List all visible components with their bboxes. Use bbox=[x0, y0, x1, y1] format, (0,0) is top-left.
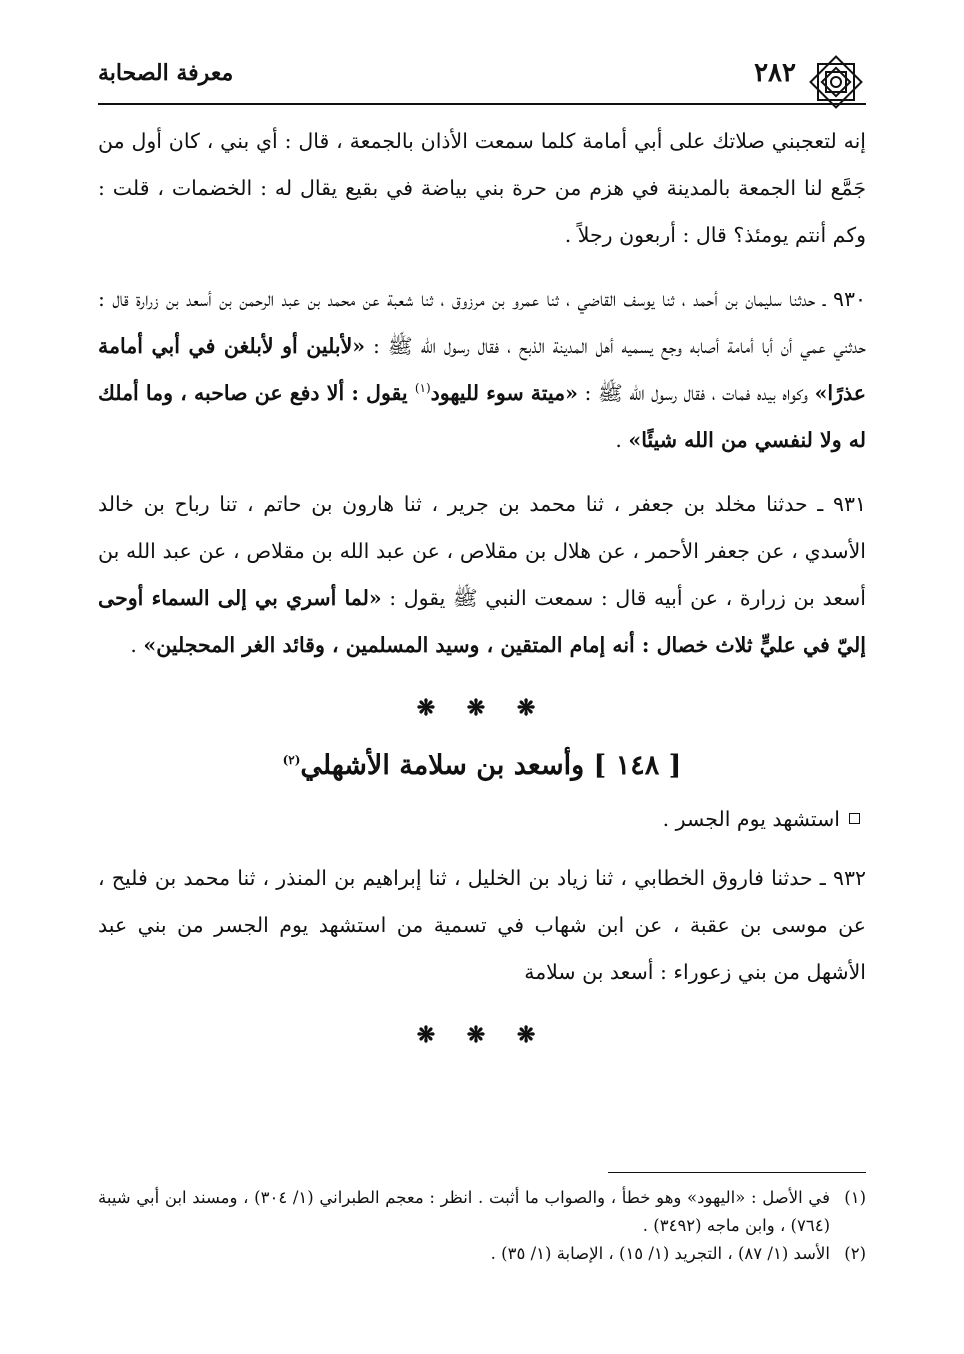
footnote-2 bbox=[98, 1240, 866, 1268]
text-930-c: وكواه بيده فمات ، فقال رسول الله ﷺ : bbox=[577, 381, 815, 405]
isnad-931: ٩٣١ ـ حدثنا مخلد بن جعفر ، ثنا محمد بن جرير ، ثنا هارون بن حاتم ، تنا رباح بن خالد الأسدي ، عن جعفر الأحمر ، عن هلال بن مقلاص ، عن عبد الله بن مقلاص ، عن عبد الله بن أسعد بن زرارة ، عن أبيه قال : سمعت النبي ﷺ يقول : bbox=[98, 492, 866, 610]
footnote-1 bbox=[98, 1184, 866, 1240]
footnotes bbox=[98, 1184, 866, 1268]
page-number: ٢٨٢ bbox=[754, 58, 796, 88]
heading-text: [ ١٤٨ ] وأسعد بن سلامة الأشهلي bbox=[300, 750, 682, 781]
bullet-note bbox=[98, 796, 866, 843]
header-rule bbox=[98, 103, 866, 105]
section-divider: ❋ ❋ ❋ bbox=[416, 695, 548, 721]
bullet-text: استشهد يوم الجسر . bbox=[662, 807, 840, 831]
footnote-rule bbox=[608, 1172, 866, 1173]
footnote-number: (٢) bbox=[844, 1244, 866, 1263]
text-931-end: . bbox=[130, 633, 144, 657]
page-header bbox=[98, 56, 866, 104]
section-divider-end: ❋ ❋ ❋ bbox=[416, 1022, 548, 1048]
footnote-number: (١) bbox=[844, 1188, 866, 1207]
quote-930-a: «لأبلين أو لأبلغن في أبي أمامة عذرًا» bbox=[98, 334, 866, 405]
footnote-ref-1: (١) bbox=[414, 381, 431, 396]
footnote-text: الأسد (١/ ٨٧) ، التجريد (١/ ١٥) ، الإصابة (١/ ٣٥) . bbox=[490, 1244, 830, 1263]
square-bullet-icon bbox=[849, 813, 860, 824]
hadith-931 bbox=[98, 481, 866, 669]
text-930-end: . bbox=[615, 428, 629, 452]
section-heading bbox=[98, 740, 866, 792]
footnote-text: في الأصل : «اليهود» وهو خطأ ، والصواب ما أثبت . انظر : معجم الطبراني (١/ ٣٠٤) ، ومسند ابن أبي شيبة (٧٦٤) ، وابن ماجه (٣٤٩٢) . bbox=[98, 1188, 831, 1235]
quote-930-b: «ميتة سوء لليهود bbox=[430, 381, 578, 405]
running-title: معرفة الصحابة bbox=[98, 60, 234, 86]
quote-931: «لما أسري بي إلى السماء أوحى إليّ في عليٍّ ثلاث خصال : أنه إمام المتقين ، وسيد المسلمين ، وقائد الغر المحجلين» bbox=[98, 586, 866, 657]
main-text bbox=[98, 118, 866, 1067]
footnote-ref-2: (٢) bbox=[282, 753, 301, 767]
quote-930-c: يقول : ألا دفع عن صاحبه ، وما أملك له ولا لنفسي من الله شيئًا» bbox=[98, 381, 866, 452]
hadith-932: ٩٣٢ ـ حدثنا فاروق الخطابي ، ثنا زياد بن الخليل ، ثنا إبراهيم بن المنذر ، ثنا محمد بن فليح ، عن موسى بن عقبة ، عن ابن شهاب في تسمية من استشهد يوم الجسر من بني عبد الأشهل من بني زعوراء : أسعد بن سلامة bbox=[98, 866, 866, 984]
isnad-930: ٩٣٠ ـ حدثنا سليمان بن أحمد ، ثنا يوسف القاضي ، ثنا عمرو بن مرزوق ، ثنا شعبة عن محمد بن عبد الرحمن بن أسعد بن زرارة قال : حدثني عمي أن أبا أمامة أصابه وجع يسميه أهل المدينة الذبح ، فقال رسول الله ﷺ : bbox=[98, 287, 867, 358]
paragraph-continuation: إنه لتعجبني صلاتك على أبي أمامة كلما سمعت الأذان بالجمعة ، قال : أي بني ، كان أول من جَمَّع لنا الجمعة بالمدينة في هزم من حرة بني بياضة في بقيع يقال له : الخضمات ، قلت : وكم أنتم يومئذ؟ قال : أربعون رجلاً . bbox=[98, 129, 866, 247]
hadith-930 bbox=[98, 276, 866, 464]
